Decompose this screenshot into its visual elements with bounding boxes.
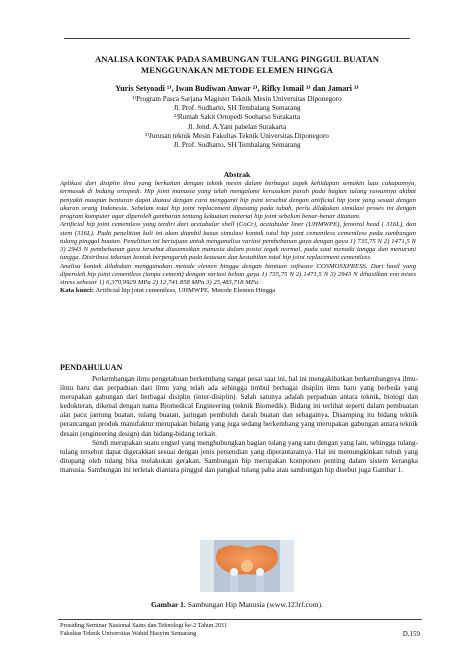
- footer-institution: Fakultas Teknik Universitas Wahid Hasyim Semarang: [60, 630, 197, 638]
- pelvis-xray-image: [200, 540, 294, 592]
- paper-title: [40, 54, 434, 76]
- affiliation-line: Jl. Prof. Sudharto, SH Tembalang Semarang: [173, 141, 301, 150]
- keywords: [60, 287, 416, 295]
- abstract-heading: Abstrak: [223, 170, 251, 179]
- footer-proceedings: Prosiding Seminar Nasional Sains dan Teknologi ke-2 Tahun 2011: [60, 622, 228, 629]
- affiliation-line: Jl. Jend. A.Yani pabelan Surakarta: [187, 122, 287, 131]
- footer-rule: [58, 619, 422, 620]
- affiliation-line: Jl. Prof. Sudharto, SH Tembalang Semarang: [173, 104, 301, 113]
- body-paragraph: Sendi merupakan suatu engsel yang menghubungkan bagian tulang yang satu dengan yang lain, sehingga tulang-tulang tersebut dapat digerakkan sesuai dengan jenis persendian yang diperantarainya. Hal ini memungkinkan tubuh yang ditopang oleh tulang bisa melakukan gerakan. Sambungan hip merupakan komponen penting dalam sistem kerangka manusia. Sambungan ini terletak diantara pinggul dan pangkal tulang paha atau sambungan hip disebut juga Gambar 1.: [60, 438, 418, 474]
- abstract-paragraph: Analisa kontak dilakukan menggunakan metode elemen hingga dengan bantuan software COSMOSXPRESS. Dari hasil yang diperoleh hip joint cementless (tanpa cement) dengan variasi beban gaya 1) 735,75 N 2) 1471,5 N 3) 2943 N dihasilkan von mises stress sebesar 1) 6,370,9929 MPa 2) 12,741.858 MPa 3) 25,483,718 MPa.: [60, 262, 416, 286]
- affiliation-line: ¹⁾Program Pasca Sarjana Magister Teknik Mesin Universitas Diponegoro: [132, 95, 342, 103]
- section-heading: PENDAHULUAN: [60, 363, 123, 372]
- affiliations: [60, 95, 414, 150]
- affiliation-line: ³⁾Jurusan teknik Mesin Fakultas Teknik Universitas Diponegoro: [145, 131, 329, 140]
- abstract-body: [60, 180, 416, 296]
- title-line-2: MENGGUNAKAN METODE ELEMEN HINGGA: [141, 65, 333, 75]
- abstract-paragraph: Aplikasi dari disiplin ilmu yang berkaitan dengan teknik mesin dalam berbagai aspek kehidupan semakin luas cakupannya, termasuk di bidang ortopedi. Hip joint manusia yang telah mengalami kerusakan parah pada bagian tulang rawannya akibat penyakit maupun benturan dapat diatasi dengan cara mengganti hip joint tersebut dengan artificial hip joint yang sesuai dengan ukuran orang Indonesia. Sebelum total hip joint replacement dipasang pada tubuh, perlu dilakukan simulasi proses ini dengan program komputer agar diperoleh gambaran tentang kekuatan material hip joint sebelum benar-benar ditanam.: [60, 180, 416, 220]
- body-paragraph: Perkembangan ilmu pengetahuan berkembang sangat pesat saat ini, hal ini mengakibatkan berkembangnya ilmu-ilmu baru dan perpaduan dari ilmu yang telah ada sehingga timbul berbagai disiplin ilmu baru yang berbeda yang merupakan gabungan dari berbagai disiplin (inter-disiplin). Salah satunya adalah perpaduan antara teknik, biologi dan kedokteran, dikenal dengan nama Biomedical Engineering (teknik Biomedik). Bidang ini terlihat seperti dalam pembuatan alat pacu jantung buatan, tulang buatan, jaringan pembuluh darah buatan dan sebagainya. Disamping itu bidang teknik perancangan produk manufaktur merupakan bidang yang juga sedang berkembang yang merupakan gabungan antara teknik desain (engineering design) dan bidang-bidang terkait.: [60, 375, 418, 438]
- hip-joint-figure: [200, 540, 294, 592]
- body-text: [60, 375, 418, 475]
- header-rule: [64, 38, 410, 39]
- keywords-text: Artificial hip joint cementless, UHMWPE, Metode Elemen Hingga: [95, 287, 276, 295]
- title-line-1: ANALISA KONTAK PADA SAMBUNGAN TULANG PINGGUL BUATAN: [94, 54, 380, 64]
- figure-caption-text: Sambungan Hip Manusia (www.123rf.com).: [187, 600, 324, 609]
- keywords-label: Kata kunci:: [60, 287, 94, 295]
- affiliation-line: ²⁾Rumah Sakit Ortopedi Soeharso Surakarta: [173, 113, 301, 122]
- author-list: Yuris Setyoadi ¹⁾, Iwan Budiwan Anwar ²⁾, Rifky Ismail ³⁾ dan Jamari ³⁾: [115, 84, 359, 93]
- figure-caption: [40, 600, 434, 609]
- footer: [60, 622, 227, 638]
- page-number: D.159: [402, 630, 420, 638]
- abstract-paragraph: Artificial hip joint cementless yang terdiri dari acetabular shell (CoCr), acetabular liner (UHMWPE), femoral head ( 316L), dan stem (316L). Pada penelitian kali ini akan diambil kasus simulasi kontak total hip joint cementless cementless pada sambungan tulang pinggul buatan. Penelitian ini bertujuan untuk menganalisa variasi pembebanan gaya dengan gaya 1) 735,75 N 2) 1471,5 N 3) 2943 N pembebanan gaya tersebut diasumsikan manusia dalam posisi tegak normal, pada saat menaiki tangga dan menuruni tangga. Distribusi tekanan kontak berpengaruh pada keausan dan kestabilan total hip joint replacement cementless.: [60, 221, 416, 262]
- figure-caption-label: Gambar 1.: [150, 600, 186, 609]
